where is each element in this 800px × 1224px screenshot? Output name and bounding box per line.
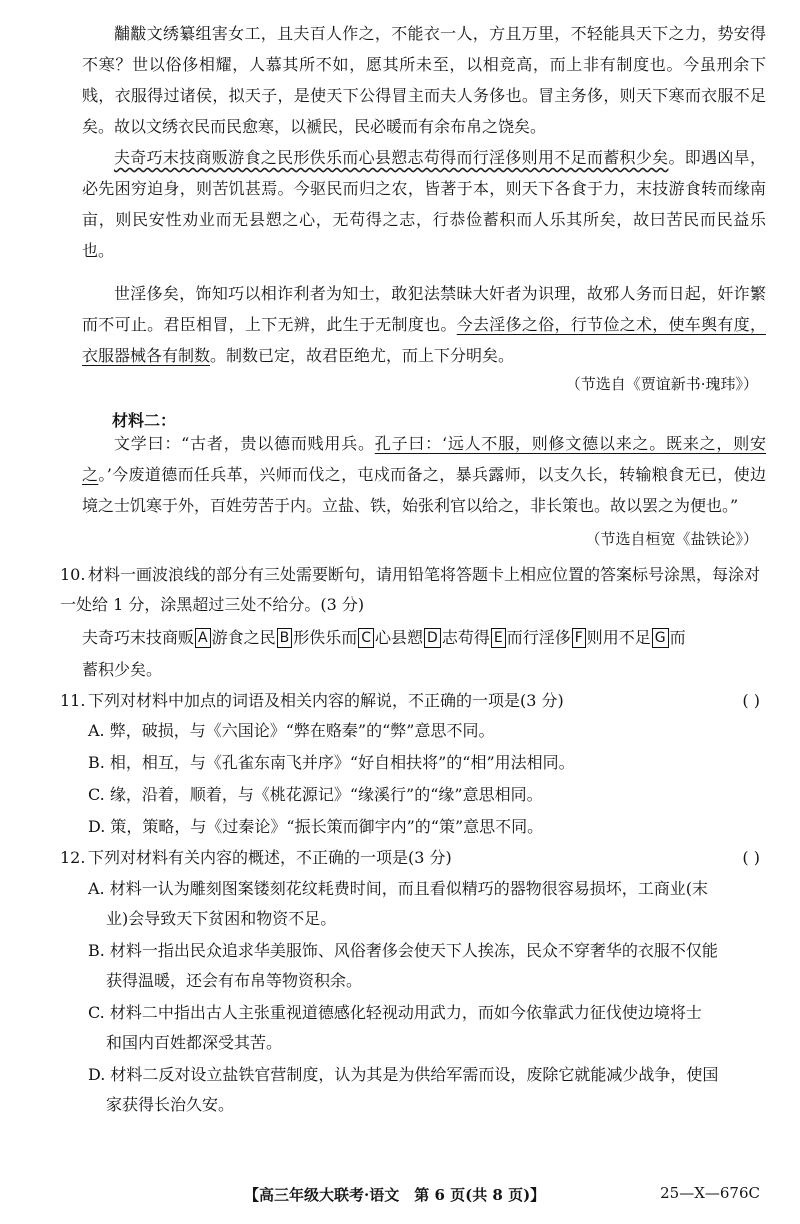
question-11 — [60, 686, 764, 716]
break-option-b[interactable]: B — [277, 628, 293, 648]
question-12-option-c[interactable] — [88, 998, 764, 1058]
material1-paragraph-1: 黼黻文绣纂组害女工，且夫百人作之，不能衣一人，方且万里，不轻能具天下之力，势安得不寒？世以俗侈相耀，人慕其所不如，愿其所未至，以相竞高，而上非有制度也。今虽刑余下贱，衣服得过诸侯，拟天子，是使天下公得冒主而夫人务侈也。冒主务侈，则天下寒而衣服不足矣。故以文绣衣民而民愈寒，以褫民，民必暖而有余布帛之饶矣。 — [82, 24, 766, 136]
break-option-f[interactable]: F — [572, 628, 586, 648]
material1-paragraph-3-end: 。制数已定，故君臣绝尤，而上下分明矣。 — [210, 346, 515, 365]
question-11-option-b[interactable]: B. 相，相互，与《孔雀东南飞并序》“好自相扶将”的“相”用法相同。 — [88, 753, 575, 772]
segment-text: 心县愬 — [375, 628, 424, 647]
material2-paragraph — [82, 428, 766, 521]
material1-paragraph-3-start: 世淫侈矣，饰知巧以相诈利者为知士，敢犯法禁昧大奸者为识理，故邪人务而日起，奸诈繁而不可止。君臣相冒，上下无辨，此生于无制度也。 — [82, 284, 766, 334]
underlined-sentence: 今去淫侈之俗，行节俭之术，使车舆有度，衣服器械各有制数 — [82, 315, 766, 365]
question-12-number: 12. — [60, 848, 86, 867]
question-10-segmentation-line — [82, 622, 770, 686]
question-11-option-c[interactable]: C. 缘，沿着，顺着，与《桃花源记》“缘溪行”的“缘”意思相同。 — [88, 785, 543, 804]
segment-text: 而 — [669, 628, 686, 647]
option-line: A. 材料一认为雕刻图案镂刻花纹耗费时间，而且看似精巧的器物很容易损坏，工商业(末 — [88, 879, 708, 898]
question-12-text: 下列对材料有关内容的概述，不正确的一项是(3 分) — [88, 848, 452, 867]
question-12 — [60, 843, 764, 873]
option-line: D. 材料二反对设立盐铁官营制度，认为其是为供给军需而设，废除它就能减少战争，使国 — [88, 1065, 719, 1084]
material1-source: （节选自《贾谊新书·瑰玮》） — [565, 375, 758, 393]
break-option-e[interactable]: E — [491, 628, 506, 648]
material2-underlined-quote: 孔子曰：‘远人不服，则修文德以来之。既来之，则安之 — [82, 434, 766, 484]
question-10-text: 材料一画波浪线的部分有三处需要断句，请用铅笔将答题卡上相应位置的答案标号涂黑，每涂对一处给 1 分，涂黑超过三处不给分。(3 分) — [60, 565, 761, 614]
material1-paragraph-2 — [82, 142, 766, 266]
question-10 — [60, 560, 764, 620]
question-12-option-a[interactable] — [88, 874, 764, 934]
question-11-number: 11. — [60, 691, 86, 710]
question-12-answer-blank[interactable]: ( ) — [742, 848, 760, 867]
question-11-answer-blank[interactable]: ( ) — [742, 691, 760, 710]
question-12-option-b[interactable] — [88, 936, 764, 996]
segment-text: 则用不足 — [586, 628, 651, 647]
material2-paragraph-end: 。’今废道德而任兵革，兴师而伐之，屯戍而备之，暴兵露师，以支久长，转输粮食无已，使边境之士饥寒于外，百姓劳苦于内。立盐、铁，始张利官以给之，非长策也。故以罢之为便也。” — [82, 465, 766, 515]
break-option-g[interactable]: G — [652, 628, 669, 648]
segment-text: 志苟得 — [441, 628, 490, 647]
option-continuation: 业)会导致天下贫困和物资不足。 — [106, 909, 337, 928]
option-continuation: 和国内百姓都深受其苦。 — [106, 1033, 283, 1052]
segment-text: 形佚乐而 — [293, 628, 358, 647]
break-option-d[interactable]: D — [424, 628, 441, 648]
break-option-a[interactable]: A — [195, 628, 211, 648]
option-continuation: 获得温暖，还会有布帛等物资积余。 — [106, 971, 363, 990]
page-footer-code: 25—X—676C — [660, 1184, 760, 1202]
segment-tail: 蓄积少矣。 — [82, 660, 163, 679]
question-11-option-a[interactable]: A. 弊，破损，与《六国论》“弊在赂秦”的“弊”意思不同。 — [88, 721, 495, 740]
segment-text: 夫奇巧末技商贩 — [82, 628, 195, 647]
option-continuation: 家获得长治久安。 — [106, 1095, 235, 1114]
material2-heading: 材料二： — [112, 411, 177, 430]
page-footer-title: 【高三年级大联考·语文 第 6 页(共 8 页)】 — [244, 1186, 546, 1204]
segment-text: 游食之民 — [211, 628, 276, 647]
wavy-underlined-passage: 夫奇巧末技商贩游食之民形佚乐而心县愬志苟得而行淫侈则用不足而蓄积少矣 — [114, 148, 669, 167]
material1-paragraph-3 — [82, 278, 766, 371]
question-11-text: 下列对材料中加点的词语及相关内容的解说，不正确的一项是(3 分) — [88, 691, 564, 710]
option-line: B. 材料一指出民众追求华美服饰、风俗奢侈会使天下人挨冻，民众不穿奢华的衣服不仅能 — [88, 941, 718, 960]
segment-text: 而行淫侈 — [506, 628, 571, 647]
question-12-option-d[interactable] — [88, 1060, 764, 1120]
break-option-c[interactable]: C — [358, 628, 374, 648]
material2-source: （节选自桓宽《盐铁论》） — [585, 530, 758, 548]
option-line: C. 材料二中指出古人主张重视道德感化轻视动用武力，而如今依靠武力征伐使边境将士 — [88, 1003, 702, 1022]
question-11-option-d[interactable]: D. 策，策略，与《过秦论》“振长策而御宇内”的“策”意思不同。 — [88, 817, 544, 836]
material2-paragraph-start: 文学曰：“古者，贵以德而贱用兵。 — [114, 434, 375, 453]
material1-paragraph-2-rest: 。即遇凶旱，必先困穷迫身，则苦饥甚焉。今驱民而归之农，皆著于本，则天下各食于力，末技游食转而缘南亩，则民安性劝业而无县愬之心，无苟得之志，行恭俭蓄积而人乐其所矣，故曰苦民而民益乐也。 — [82, 148, 766, 260]
question-10-number: 10. — [60, 565, 86, 584]
